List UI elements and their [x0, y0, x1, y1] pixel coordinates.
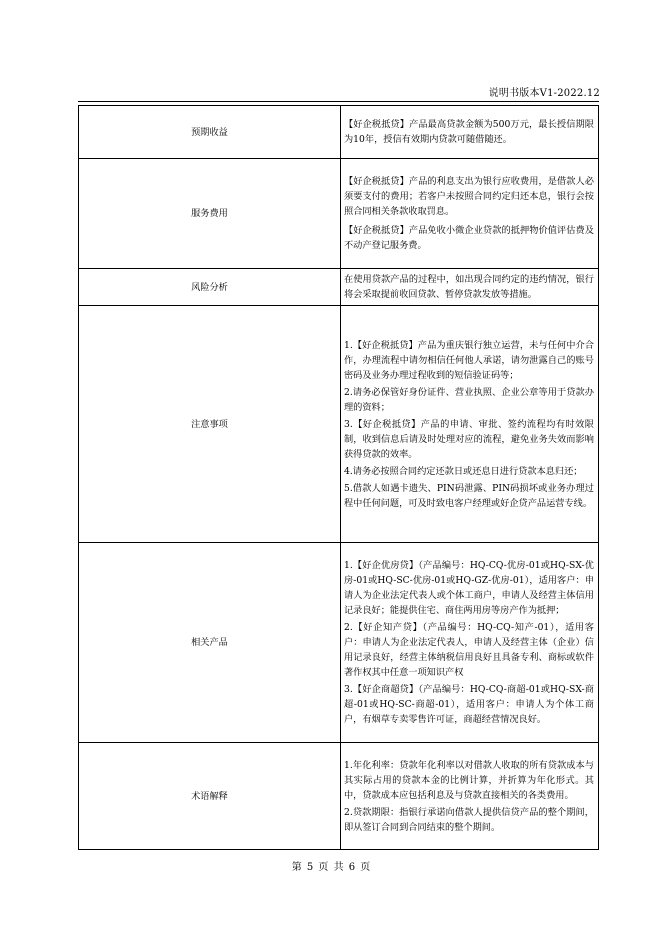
row-paragraph: 【好企税抵贷】产品最高贷款金额为500万元，最长授信期限为10年，授信有效期内贷款可随借随还。 [344, 119, 594, 145]
row-paragraph: 5.借款人如遇卡遗失、PIN码泄露、PIN码损坏或业务办理过程中任何问题，可及时致电客户经理或好企贷产品运营专线。 [344, 482, 594, 509]
document-version: 说明书版本V1-2022.12 [488, 88, 600, 99]
row-label: 术语解释 [79, 743, 341, 850]
row-content [341, 306, 599, 543]
table-row-notes [79, 306, 599, 543]
row-paragraph: 2.请务必保管好身份证件、营业执照、企业公章等用于贷款办理的资料； [344, 386, 594, 413]
row-content [341, 106, 599, 159]
product-info-table [78, 105, 599, 850]
row-content [341, 543, 599, 743]
table-row-glossary [79, 743, 599, 850]
table-row-risk-analysis [79, 269, 599, 306]
row-paragraph: 3.【好企商超贷】（产品编号：HQ-CQ-商超-01或HQ-SX-商超-01或HQ-SC-商超-01），适用客户：申请人为个体工商户，有烟草专卖零售许可证，商超经营情况良好。 [344, 684, 594, 725]
row-content [341, 269, 599, 306]
row-paragraph: 1.【好企税抵贷】产品为重庆银行独立运营，未与任何中介合作，办理流程中请勿相信任何他人承诺，请勿泄露自己的账号密码及业务办理过程收到的短信验证码等； [344, 339, 594, 381]
row-paragraph: 【好企税抵贷】产品的利息支出为银行应收费用，是借款人必须要支付的费用；若客户未按照合同约定归还本息，银行会按照合同相关条款收取罚息。 [344, 176, 594, 217]
row-paragraph: 1.【好企优房贷】（产品编号：HQ-CQ-优房-01或HQ-SX-优房-01或HQ-SC-优房-01或HQ-GZ-优房-01），适用客户：申请人为企业法定代表人或个体工商户，申请人及经营主体信用记录良好；能提供住宅、商住两用房等房产作为抵押； [344, 560, 594, 616]
row-paragraph: 3.【好企税抵贷】产品的申请、审批、签约流程均有时效限制，收到信息后请及时处理对应的流程，避免业务失效而影响获得贷款的效率。 [344, 418, 594, 460]
row-label: 预期收益 [79, 106, 341, 159]
row-content [341, 159, 599, 269]
row-paragraph: 【好企税抵贷】产品免收小微企业贷款的抵押物价值评估费及不动产登记服务费。 [344, 225, 594, 251]
row-paragraph: 4.请务必按照合同约定还款日或还息日进行贷款本息归还； [344, 465, 583, 477]
row-paragraph: 在使用贷款产品的过程中，如出现合同约定的违约情况，银行将会采取提前收回贷款、暂停贷款发放等措施。 [344, 274, 594, 300]
table-row-expected-return [79, 106, 599, 159]
row-label: 服务费用 [79, 159, 341, 269]
row-paragraph: 2.【好企知产贷】（产品编号：HQ-CQ-知产-01），适用客户：申请人为企业法定代表人，申请人及经营主体（企业）信用记录良好，经营主体纳税信用良好且具备专利、商标或软件著作权其中任意一项知识产权 [344, 622, 594, 678]
header-rule [78, 101, 599, 102]
table-row-service-fees [79, 159, 599, 269]
page-number: 第 5 页 共 6 页 [291, 862, 371, 873]
row-label: 风险分析 [79, 269, 341, 306]
row-paragraph: 2.贷款期限：指银行承诺向借款人提供信贷产品的整个期间，即从签订合同到合同结束的整个期间。 [344, 806, 594, 833]
row-label: 相关产品 [79, 543, 341, 743]
row-label: 注意事项 [79, 306, 341, 543]
table-row-related-products [79, 543, 599, 743]
row-content [341, 743, 599, 850]
row-paragraph: 1.年化利率：贷款年化利率以对借款人收取的所有贷款成本与其实际占用的贷款本金的比例计算，并折算为年化形式。其中，贷款成本应包括利息及与贷款直接相关的各类费用。 [344, 759, 594, 801]
